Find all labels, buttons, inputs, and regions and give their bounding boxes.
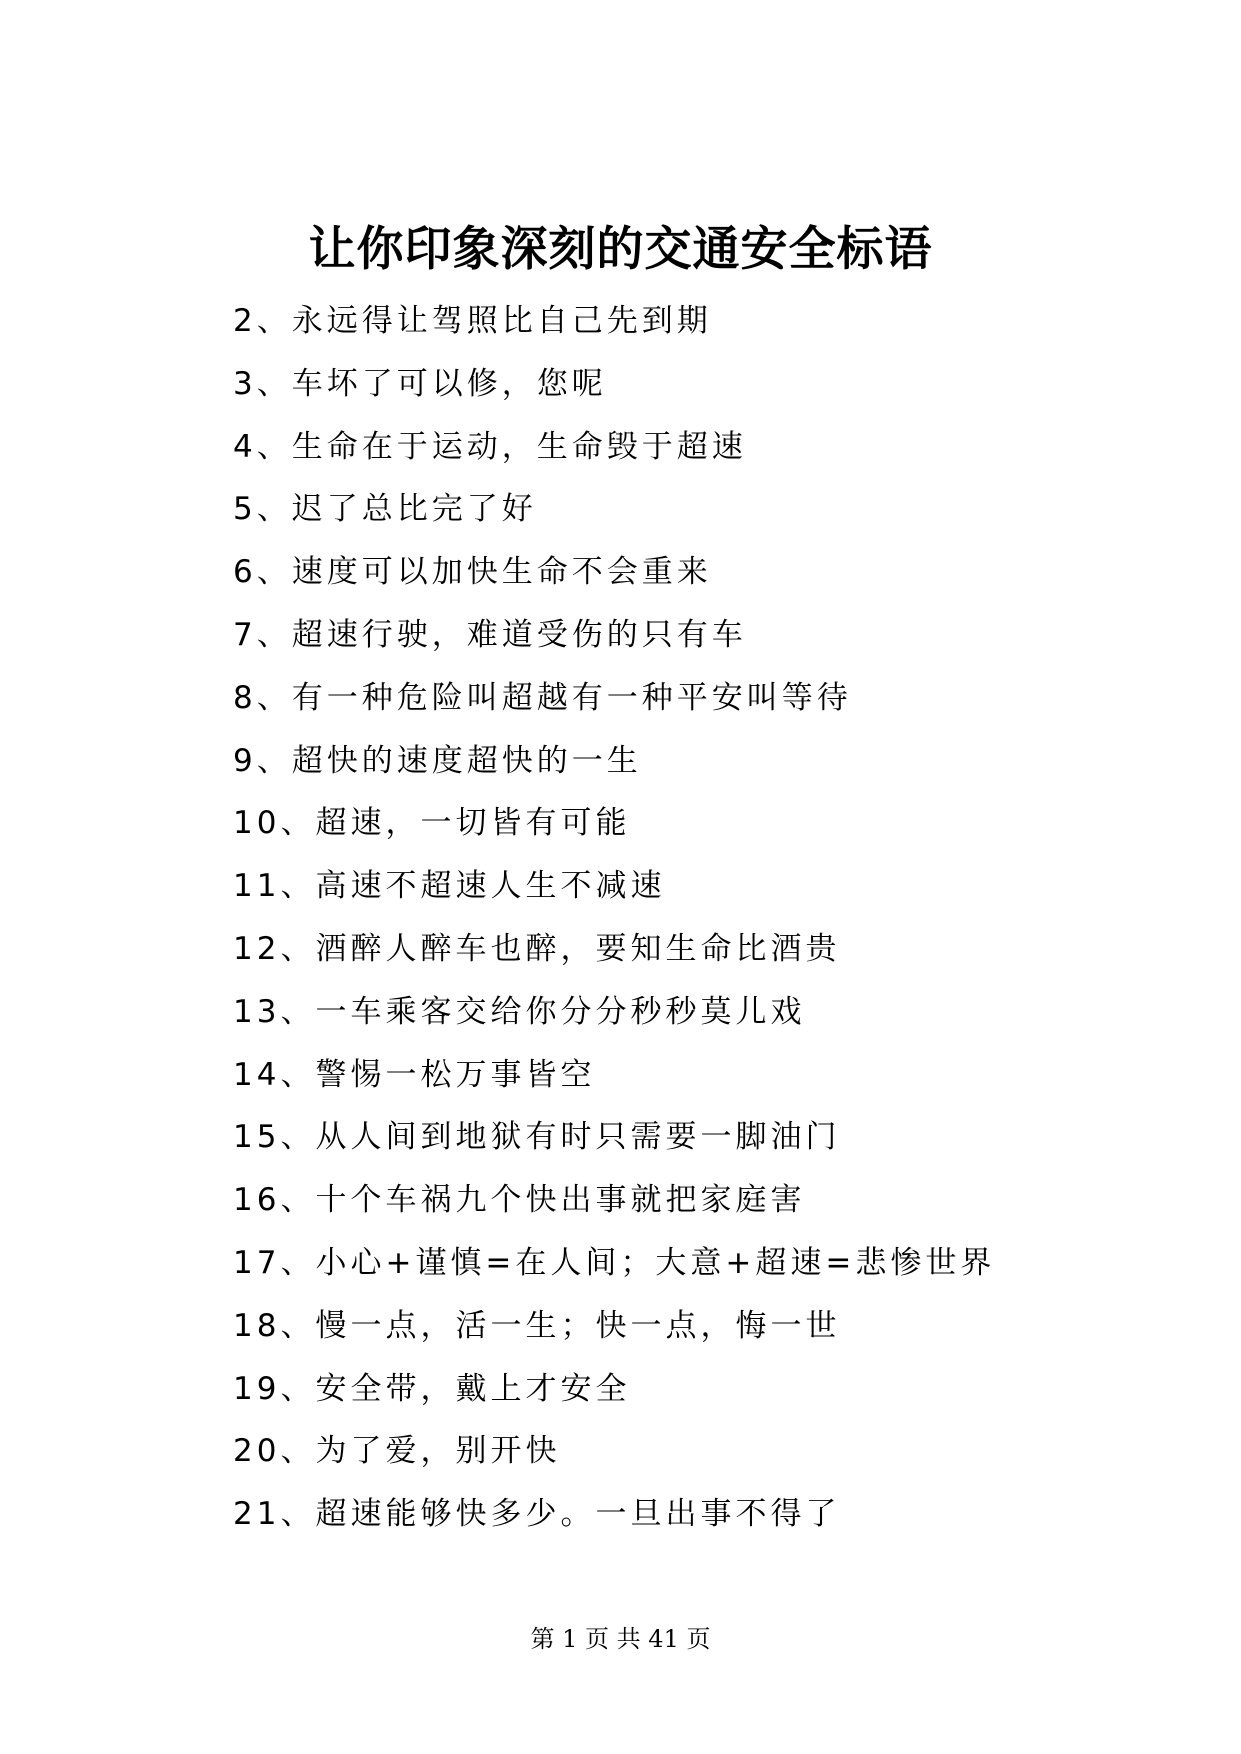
list-item: 20、为了爱，别开快 [233, 1433, 561, 1470]
list-item: 7、超速行驶，难道受伤的只有车 [233, 616, 747, 653]
list-item: 2、永远得让驾照比自己先到期 [233, 303, 712, 339]
list-item: 19、安全带，戴上才安全 [233, 1370, 631, 1407]
list-item: 4、生命在于运动，生命毁于超速 [233, 428, 747, 465]
list-item: 10、超速，一切皆有可能 [233, 805, 631, 842]
list-item: 13、一车乘客交给你分分秒秒莫儿戏 [233, 993, 806, 1030]
list-item: 15、从人间到地狱有时只需要一脚油门 [233, 1119, 841, 1156]
page-title: 让你印象深刻的交通安全标语 [308, 222, 933, 277]
page-footer: 第 1 页 共 41 页 [530, 1625, 711, 1653]
list-item: 3、车坏了可以修，您呢 [233, 365, 607, 402]
list-item: 6、速度可以加快生命不会重来 [233, 554, 712, 591]
list-item: 8、有一种危险叫超越有一种平安叫等待 [233, 679, 852, 716]
list-item: 16、十个车祸九个快出事就把家庭害 [233, 1182, 806, 1219]
list-item: 9、超快的速度超快的一生 [233, 742, 642, 779]
list-item: 5、迟了总比完了好 [233, 491, 537, 528]
slogan-list [233, 296, 1193, 1552]
list-item: 21、超速能够快多少。一旦出事不得了 [233, 1496, 841, 1533]
list-item: 11、高速不超速人生不减速 [233, 868, 666, 905]
list-item: 14、警惕一松万事皆空 [233, 1056, 596, 1093]
list-item: 18、慢一点，活一生；快一点，悔一世 [233, 1307, 841, 1344]
list-item: 17、小心+谨慎=在人间；大意+超速=悲惨世界 [233, 1244, 996, 1281]
list-item: 12、酒醉人醉车也醉，要知生命比酒贵 [233, 930, 841, 967]
